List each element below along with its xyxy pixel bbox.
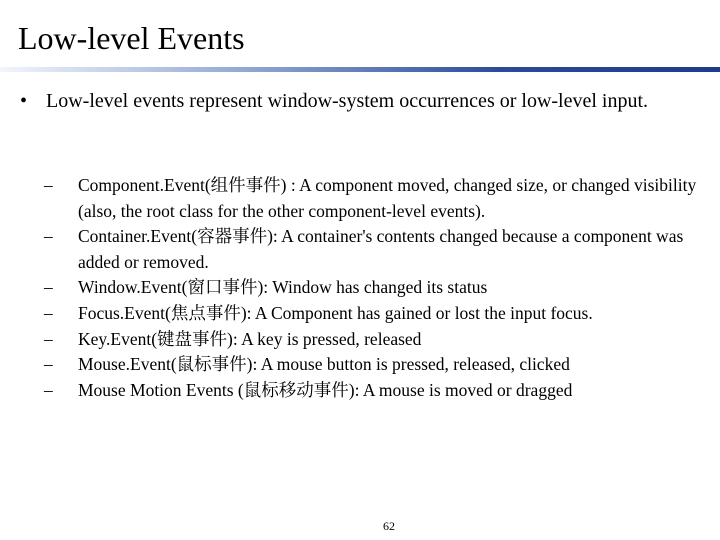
event-item-focus [44, 301, 704, 327]
slide-title: Low-level Events [18, 20, 245, 56]
event-item-text: Focus.Event(焦点事件): A Component has gained or lost the input focus. [78, 302, 593, 323]
dash-marker: – [44, 277, 53, 298]
event-item-text: Mouse.Event(鼠标事件): A mouse button is pressed, released, clicked [78, 354, 570, 375]
event-item-text: Key.Event(键盘事件): A key is pressed, released [78, 328, 422, 349]
event-item-mouse [44, 352, 704, 378]
event-list [44, 173, 704, 403]
dash-marker: – [44, 175, 53, 195]
dash-marker: – [44, 302, 53, 323]
page-number: 62 [383, 519, 395, 533]
event-item-component [44, 173, 704, 224]
event-item-container [44, 224, 704, 275]
event-item-mouse-motion [44, 378, 704, 404]
event-item-text: Component.Event(组件事件) : A component moved, changed size, or changed visibility (also, the root class for the other component-level events). [78, 175, 697, 221]
bullet-text: Low-level events represent window-system occurrences or low-level input. [46, 90, 649, 112]
event-item-text: Container.Event(容器事件): A container's contents changed because a component was added or removed. [78, 226, 684, 272]
event-item-text: Window.Event(窗口事件): Window has changed its status [78, 277, 488, 298]
main-bullet [20, 88, 690, 114]
dash-marker: – [44, 354, 53, 375]
dash-marker: – [44, 328, 53, 349]
event-item-text: Mouse Motion Events (鼠标移动事件): A mouse is moved or dragged [78, 379, 573, 400]
event-item-window [44, 275, 704, 301]
event-item-key [44, 327, 704, 353]
title-divider [0, 67, 720, 72]
title-divider-bar [0, 67, 720, 72]
bullet-marker: • [20, 90, 28, 112]
dash-marker: – [44, 379, 53, 400]
dash-marker: – [44, 226, 53, 247]
